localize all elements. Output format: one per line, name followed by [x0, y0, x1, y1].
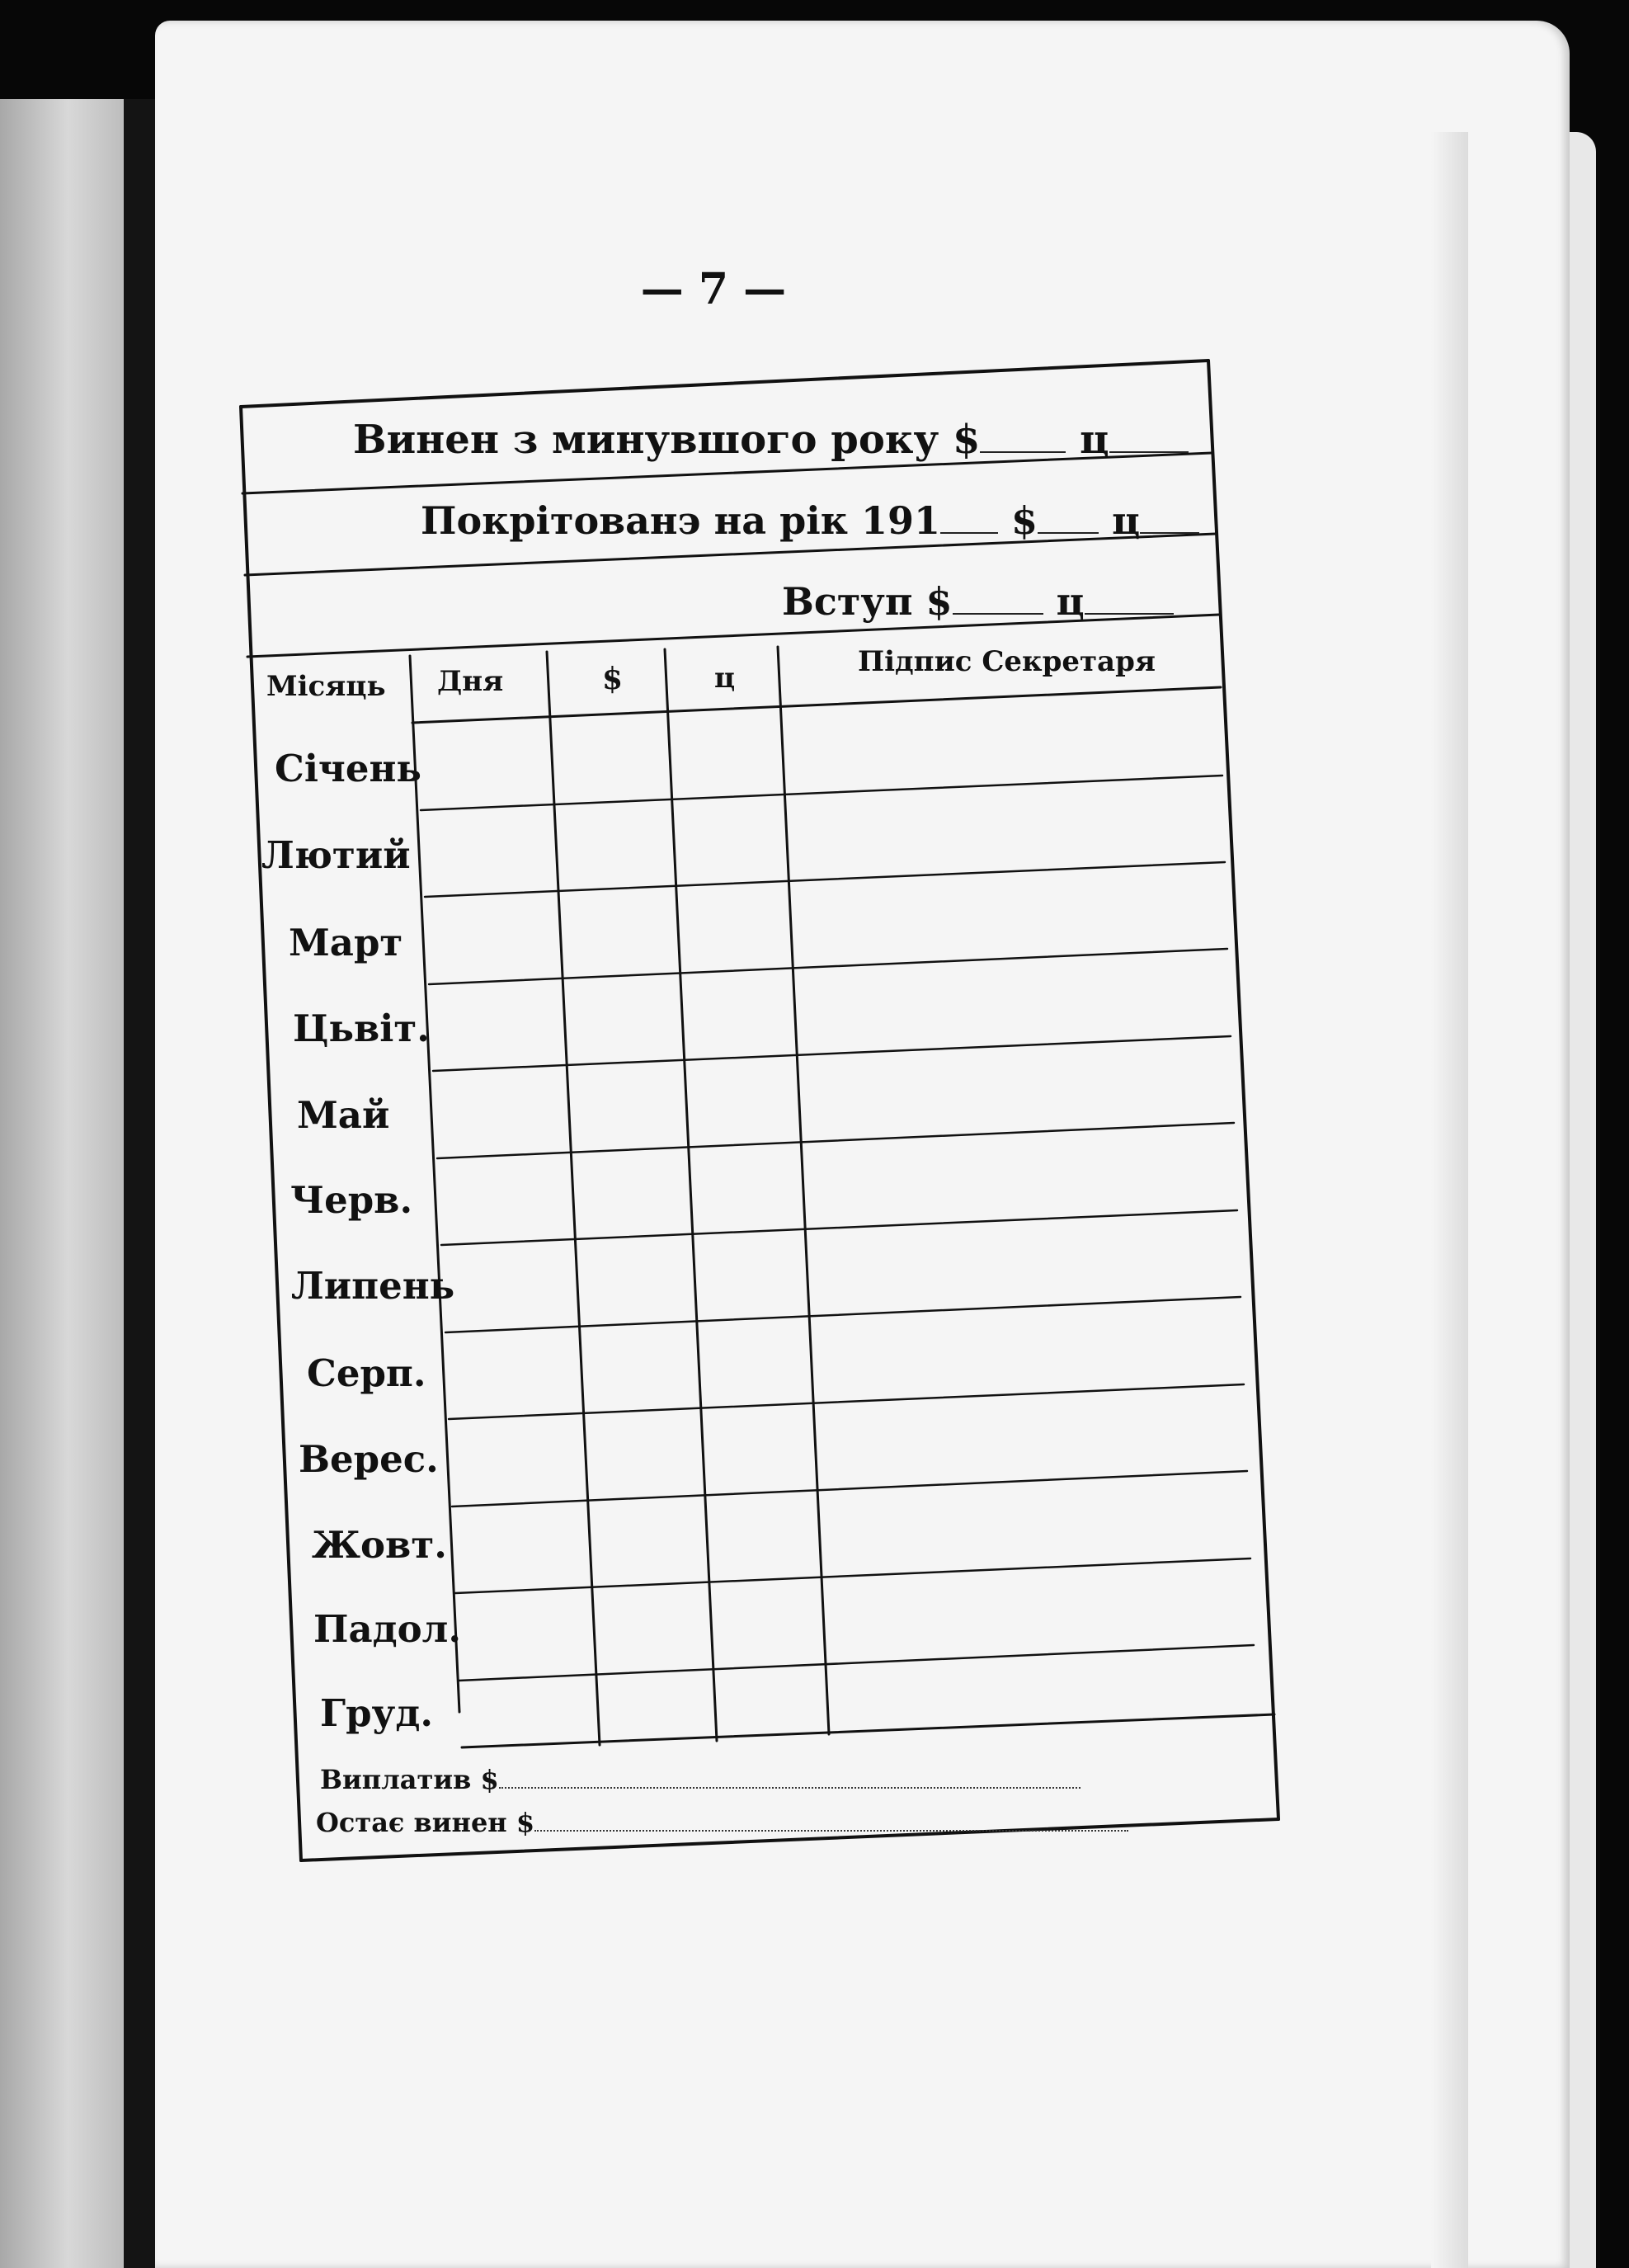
month-label: Падол.: [313, 1607, 462, 1651]
month-label: Май: [297, 1093, 390, 1137]
frame-right: [1208, 361, 1278, 1819]
month-label: Жовт.: [312, 1523, 447, 1567]
receipted-label: Покрітованэ на рік 191: [421, 498, 941, 543]
previous-year-cents-label: ц: [1080, 417, 1109, 463]
month-label: Серп.: [307, 1351, 426, 1395]
month-label: Черв.: [290, 1178, 413, 1222]
entry-fee-label: Вступ: [782, 579, 913, 624]
receipted-dollar-label: $: [1011, 498, 1038, 543]
month-label: Верес.: [299, 1437, 439, 1481]
receipted-cents-blank[interactable]: [1140, 529, 1199, 534]
frame-top: [241, 361, 1208, 407]
col-header-day: Дня: [437, 665, 504, 698]
entry-fee-cents-label: ц: [1056, 579, 1085, 624]
remaining-label: Остає винен $: [316, 1807, 535, 1838]
previous-year-debt-label: Винен з минувшого року $: [353, 417, 981, 463]
receipted-year-blank[interactable]: [940, 529, 998, 534]
paid-dotted-blank[interactable]: [499, 1782, 1081, 1789]
receipted-cents-label: ц: [1112, 498, 1141, 543]
month-label: Цьвіт.: [293, 1007, 430, 1050]
entry-fee-dollar-blank[interactable]: [953, 610, 1043, 615]
month-label: Груд.: [320, 1691, 433, 1735]
entry-fee-dollar-label: $: [925, 579, 953, 624]
remaining-line: [316, 1807, 1128, 1838]
frame-left: [241, 407, 301, 1860]
page-number: — 7 —: [640, 264, 787, 314]
month-label: Лютий: [261, 833, 411, 877]
receipted-line: [421, 498, 1199, 543]
col-sep-cents: [778, 647, 829, 1734]
entry-fee-line: [782, 579, 1174, 624]
col-header-month: Місяць: [266, 670, 386, 703]
entry-fee-cents-blank[interactable]: [1085, 610, 1174, 615]
col-header-dollar: $: [602, 662, 624, 696]
month-label: Март: [289, 921, 403, 964]
col-sep-day: [547, 652, 600, 1745]
month-label: Січень: [275, 747, 421, 790]
col-header-secretary-signature: Підпис Секретаря: [858, 645, 1156, 678]
month-label: Липень: [291, 1264, 455, 1308]
previous-year-debt-line: [353, 417, 1189, 463]
col-header-underline: [412, 687, 1221, 723]
col-sep-dollar: [665, 649, 717, 1741]
remaining-dotted-blank[interactable]: [534, 1825, 1128, 1832]
paid-label: Виплатив $: [320, 1764, 499, 1795]
receipted-dollar-blank[interactable]: [1038, 529, 1099, 534]
previous-year-dollar-blank[interactable]: [980, 448, 1066, 453]
col-header-cents: ц: [714, 662, 736, 695]
paid-line: [320, 1764, 1081, 1795]
previous-year-cents-blank[interactable]: [1109, 448, 1189, 453]
